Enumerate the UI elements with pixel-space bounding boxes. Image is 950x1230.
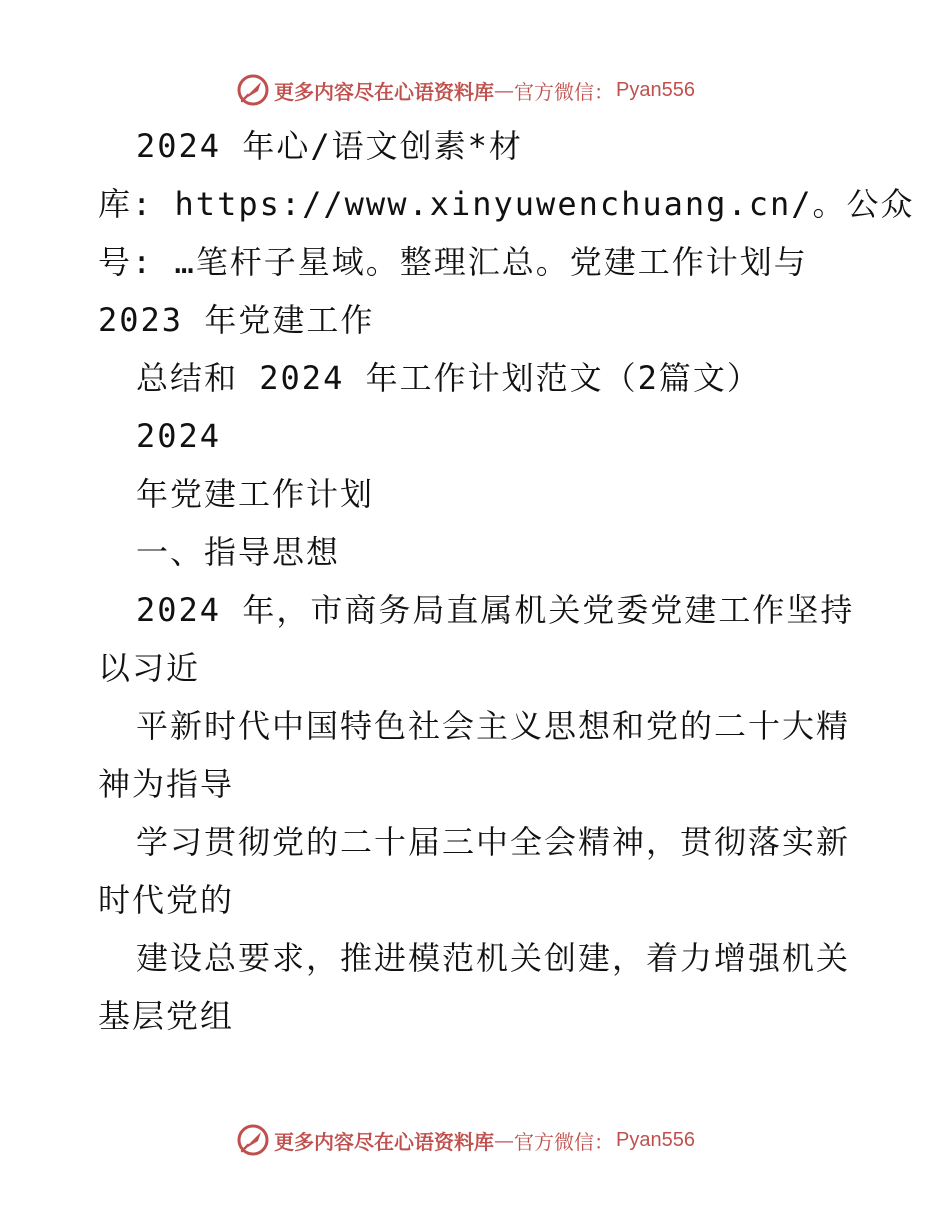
footer-wechat-id: Pyan556 xyxy=(616,1128,695,1151)
body-line: 以习近 xyxy=(98,649,201,687)
body-line: 2024 年心/语文创素*材 xyxy=(136,127,523,165)
footer-separator: — xyxy=(494,1128,514,1152)
body-line: 学习贯彻党的二十届三中全会精神，贯彻落实新 xyxy=(136,823,851,861)
body-line: 基层党组 xyxy=(98,997,235,1035)
header-separator: — xyxy=(494,78,514,102)
body-line: 号: …笔杆子星域。整理汇总。党建工作计划与 xyxy=(98,243,808,281)
footer-wechat-label: 官方微信： xyxy=(514,1129,614,1154)
body-line: 2024 xyxy=(136,417,222,455)
body-line: 平新时代中国特色社会主义思想和党的二十大精 xyxy=(136,707,851,745)
header-site-text: 更多内容尽在心语资料库 xyxy=(274,79,494,104)
body-line: 年党建工作计划 xyxy=(136,475,375,513)
header-wechat-label: 官方微信： xyxy=(514,79,614,104)
body-line: 2024 年，市商务局直属机关党委党建工作坚持 xyxy=(136,591,855,629)
body-line: 建设总要求，推进模范机关创建，着力增强机关 xyxy=(136,939,851,977)
quill-logo-icon xyxy=(236,73,270,107)
body-line: 2023 年党建工作 xyxy=(98,301,375,339)
body-line: 一、指导思想 xyxy=(136,533,341,571)
quill-logo-icon xyxy=(236,1123,270,1157)
body-line: 库: https://www.xinyuwenchuang.cn/。公众 xyxy=(98,185,915,223)
body-line: 总结和 2024 年工作计划范文（2篇文） xyxy=(136,359,761,397)
body-line: 时代党的 xyxy=(98,881,235,919)
body-line: 神为指导 xyxy=(98,765,235,803)
header-banner[interactable] xyxy=(236,72,695,108)
header-wechat-id: Pyan556 xyxy=(616,78,695,101)
footer-banner[interactable] xyxy=(236,1122,695,1158)
footer-site-text: 更多内容尽在心语资料库 xyxy=(274,1129,494,1154)
